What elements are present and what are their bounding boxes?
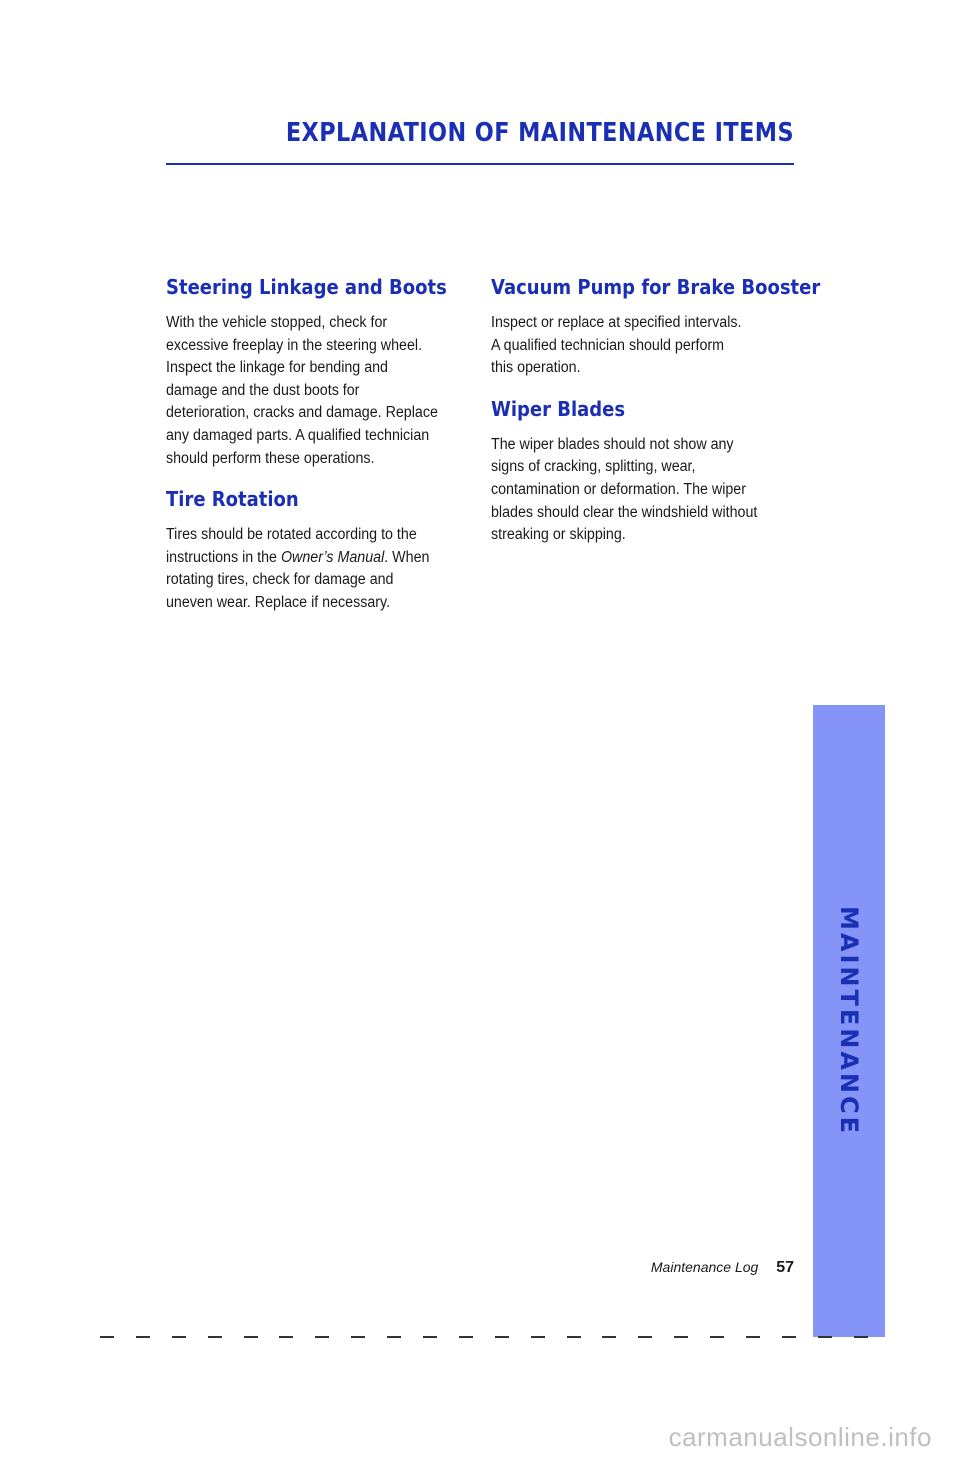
right-column: [491, 272, 821, 561]
section-title-steering-linkage: Steering Linkage and Boots: [166, 275, 447, 299]
crop-dash: [818, 1336, 832, 1338]
crop-dash: [459, 1336, 473, 1338]
crop-dash: [172, 1336, 186, 1338]
section-body-vacuum-pump: [491, 312, 789, 380]
crop-dash: [567, 1336, 581, 1338]
crop-dash: [782, 1336, 796, 1338]
crop-dash: [854, 1336, 868, 1338]
section-body-tire-rotation: [166, 524, 454, 614]
page-footer: [651, 1259, 794, 1277]
crop-dash: [351, 1336, 365, 1338]
crop-dash: [423, 1336, 437, 1338]
crop-marks: [100, 1336, 868, 1338]
body-line: this operation.: [491, 359, 581, 377]
section-wiper-blades: [491, 394, 791, 547]
body-line: rotating tires, check for damage and: [166, 571, 394, 589]
body-line: should perform these operations.: [166, 449, 375, 467]
crop-dash: [495, 1336, 509, 1338]
left-column: [166, 272, 456, 629]
body-text: instructions in the: [166, 548, 281, 566]
crop-dash: [279, 1336, 293, 1338]
owners-manual-reference: Owner’s Manual: [280, 548, 385, 566]
body-line: excessive freeplay in the steering wheel.: [166, 336, 423, 354]
crop-dash: [674, 1336, 688, 1338]
section-title-vacuum-pump: Vacuum Pump for Brake Booster: [491, 275, 821, 299]
body-line: [166, 547, 454, 570]
crop-dash: [136, 1336, 150, 1338]
section-tire-rotation: [166, 484, 456, 614]
body-line: uneven wear. Replace if necessary.: [166, 593, 391, 611]
body-line: any damaged parts. A qualified technician: [166, 426, 430, 444]
body-line: Inspect or replace at specified intervals.: [491, 314, 742, 331]
crop-dash: [244, 1336, 258, 1338]
page-title: EXPLANATION OF MAINTENANCE ITEMS: [285, 118, 794, 148]
crop-dash: [100, 1336, 114, 1338]
side-tab-label: MAINTENANCE: [835, 906, 863, 1136]
body-line: The wiper blades should not show any: [491, 435, 734, 453]
body-line: streaking or skipping.: [491, 526, 626, 544]
body-line: signs of cracking, splitting, wear,: [491, 458, 696, 476]
crop-dash: [602, 1336, 616, 1338]
body-line: Inspect the linkage for bending and: [166, 359, 388, 377]
body-line: deterioration, cracks and damage. Replace: [166, 404, 438, 422]
body-line: A qualified technician should perform: [491, 336, 725, 354]
section-steering-linkage: [166, 272, 456, 470]
body-line: Tires should be rotated according to the: [166, 526, 417, 544]
crop-dash: [531, 1336, 545, 1338]
section-title-tire-rotation: Tire Rotation: [166, 487, 299, 512]
crop-dash: [638, 1336, 652, 1338]
body-line: contamination or deformation. The wiper: [491, 480, 746, 498]
body-text: . When: [384, 548, 430, 566]
page-header: [166, 118, 794, 148]
section-body-wiper-blades: [491, 434, 789, 547]
crop-dash: [746, 1336, 760, 1338]
header-rule: [166, 163, 794, 165]
section-vacuum-pump: [491, 272, 821, 380]
footer-log-label: Maintenance Log: [650, 1259, 759, 1275]
crop-dash: [710, 1336, 724, 1338]
crop-dash: [208, 1336, 222, 1338]
section-title-wiper-blades: Wiper Blades: [491, 396, 626, 421]
maintenance-side-tab[interactable]: [813, 705, 885, 1337]
crop-dash: [387, 1336, 401, 1338]
watermark: carmanualsonline.info: [668, 1422, 932, 1452]
body-line: damage and the dust boots for: [166, 381, 360, 399]
crop-dash: [315, 1336, 329, 1338]
section-body-steering-linkage: [166, 312, 454, 470]
page-number: 57: [776, 1259, 794, 1276]
body-line: blades should clear the windshield without: [491, 503, 758, 521]
body-line: With the vehicle stopped, check for: [166, 314, 388, 331]
